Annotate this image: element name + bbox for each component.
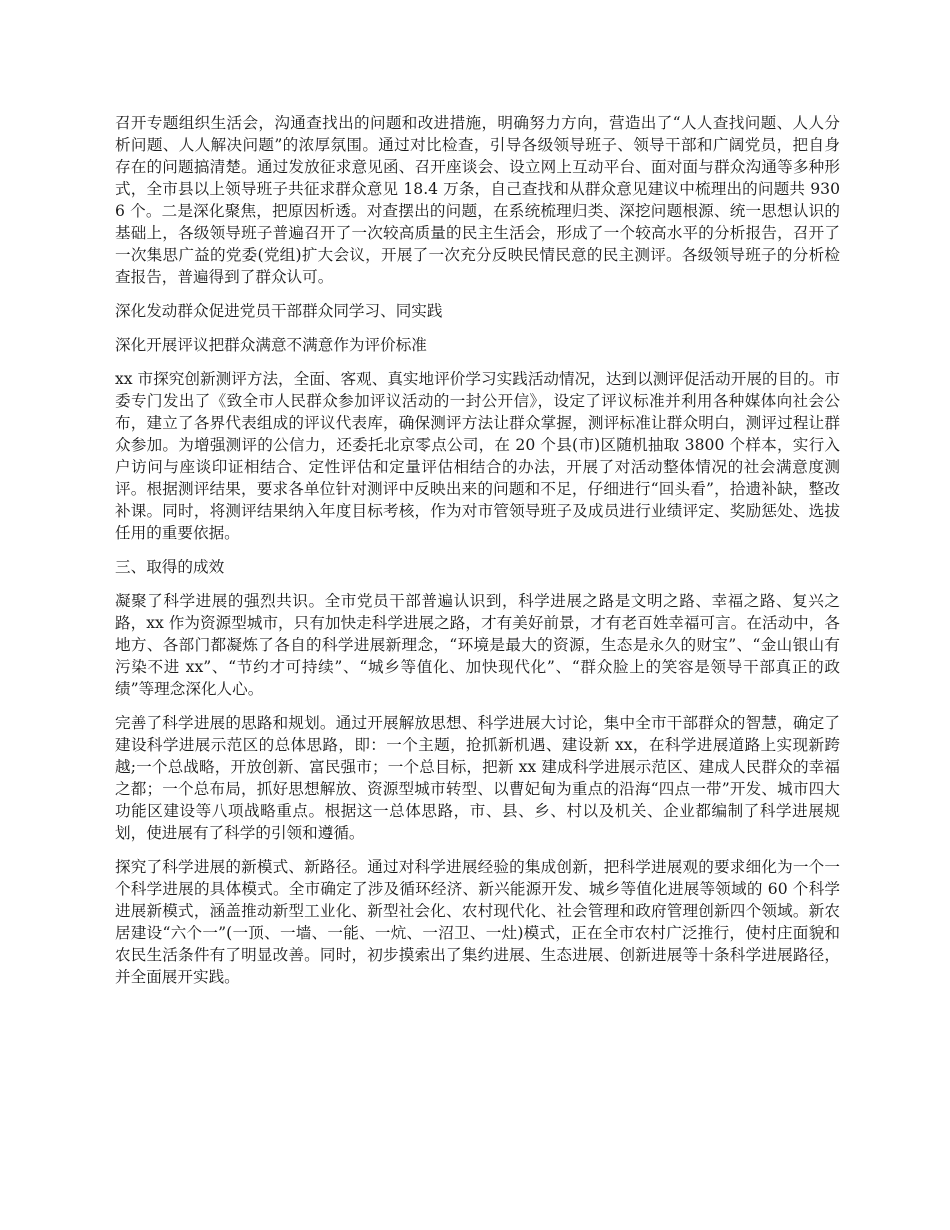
heading-mobilize-masses: 深化发动群众促进党员干部群众同学习、同实践 (115, 302, 443, 320)
heading-evaluation-standard: 深化开展评议把群众满意不满意作为评价标准 (115, 336, 427, 354)
heading-results: 三、取得的成效 (115, 558, 225, 576)
paragraph-evaluation-method: xx 市探究创新测评方法，全面、客观、真实地评价学习实践活动情况，达到以测评促活动开展的目的。市委专门发出了《致全市人民群众参加评议活动的一封公开信》，设定了评议标准并利用各种媒体向社会公布，建立了各界代表组成的评议代表库，确保测评方法让群众掌握，测评标准让群众明白，测评过程让群众参加。为增强测评的公信力，还委托北京零点公司，在 20 个县(市)区随机抽取 3800 个样本，实行入户访问与座谈印证相结合、定性评估和定量评估相结合的办法，开展了对活动整体情况的社会满意度测评。根据测评结果，要求各单位针对测评中反映出来的问题和不足，仔细进行“回头看”，拾遗补缺，整改补课。同时，将测评结果纳入年度目标考核，作为对市管领导班子及成员进行业绩评定、奖励惩处、选拔任用的重要依据。 (115, 370, 840, 542)
paragraph-consensus: 凝聚了科学进展的强烈共识。全市党员干部普遍认识到，科学进展之路是文明之路、幸福之路、复兴之路，xx 作为资源型城市，只有加快走科学进展之路，才有美好前景，才有老百姓幸福可言。在活动中，各地方、各部门都凝炼了各自的科学进展新理念，“环境是最大的资源，生态是永久的财宝”、“金山银山有污染不进 xx”、“节约才可持续”、“城乡等值化、加快现代化”、“群众脸上的笑容是领导干部真正的政绩”等理念深化人心。 (115, 592, 840, 698)
paragraph-intro: 召开专题组织生活会，沟通查找出的问题和改进措施，明确努力方向，营造出了“人人查找问题、人人分析问题、人人解决问题”的浓厚氛围。通过对比检查，引导各级领导班子、领导干部和广阔党员，把自身存在的问题搞清楚。通过发放征求意见函、召开座谈会、设立网上互动平台、面对面与群众沟通等多种形式，全市县以上领导班子共征求群众意见 18.4 万条，自己查找和从群众意见建议中梳理出的问题共 9306 个。二是深化聚焦，把原因析透。对查摆出的问题，在系统梳理归类、深挖问题根源、统一思想认识的基础上，各级领导班子普遍召开了一次较高质量的民主生活会，形成了一个较高水平的分析报告，召开了一次集思广益的党委(党组)扩大会议，开展了一次充分反映民情民意的民主测评。各级领导班子的分析检查报告，普遍得到了群众认可。 (115, 114, 840, 286)
paragraph-planning: 完善了科学进展的思路和规划。通过开展解放思想、科学进展大讨论，集中全市干部群众的智慧，确定了建设科学进展示范区的总体思路，即：一个主题，抢抓新机遇、建设新 xx，在科学进展道路上实现新跨越;一个总战略，开放创新、富民强市；一个总目标，把新 xx 建成科学进展示范区、建成人民群众的幸福之都；一个总布局，抓好思想解放、资源型城市转型、以曹妃甸为重点的沿海“四点一带”开发、城市四大功能区建设等八项战略重点。根据这一总体思路，市、县、乡、村以及机关、企业都编制了科学进展规划，使进展有了科学的引领和遵循。 (115, 714, 840, 842)
paragraph-new-models: 探究了科学进展的新模式、新路径。通过对科学进展经验的集成创新，把科学进展观的要求细化为一个一个科学进展的具体模式。全市确定了涉及循环经济、新兴能源开发、城乡等值化进展等领域的 60 个科学进展新模式，涵盖推动新型工业化、新型社会化、农村现代化、社会管理和政府管理创新四个领域。新农居建设“六个一”(一顶、一墙、一能、一炕、一沼卫、一灶)模式，正在全市农村广泛推行，使村庄面貌和农民生活条件有了明显改善。同时，初步摸索出了集约进展、生态进展、创新进展等十条科学进展路径，并全面展开实践。 (115, 858, 840, 986)
document-body (115, 112, 840, 1000)
